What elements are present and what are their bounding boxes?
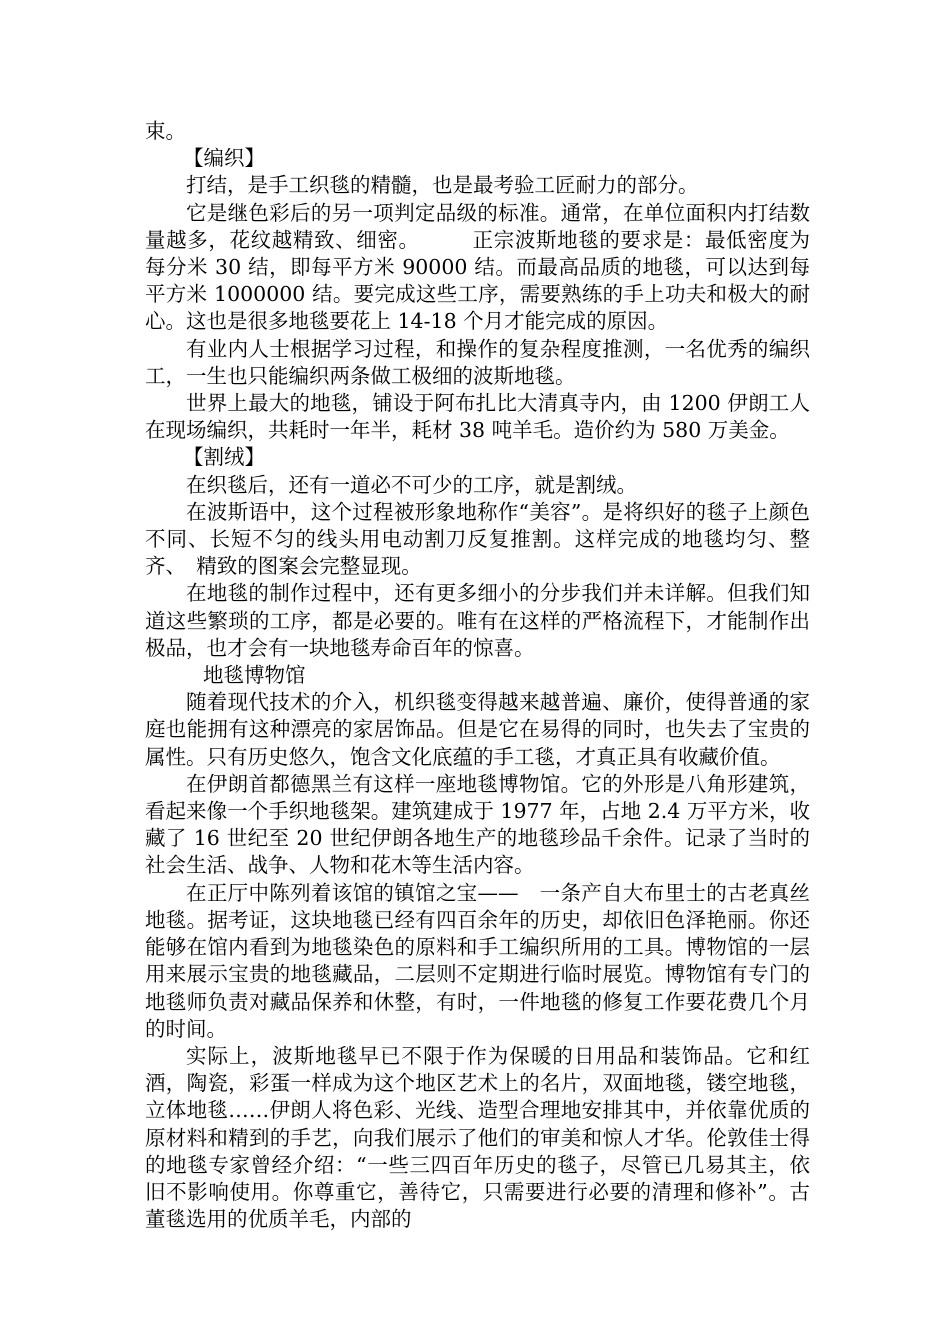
paragraph: 有业内人士根据学习过程，和操作的复杂程度推测，一名优秀的编织工，一生也只能编织两条做工极细的波斯地毯。 (145, 336, 810, 388)
section-heading-weaving: 【编织】 (183, 146, 265, 171)
paragraph: 在正厅中陈列着该馆的镇馆之宝—— 一条产自大布里士的古老真丝地毯。据考证，这块地毯已经有四百余年的历史，却依旧色泽艳丽。你还能够在馆内看到为地毯染色的原料和手工编织所用的工具。博物馆的一层用来展示宝贵的地毯藏品，二层则不定期进行临时展览。博物馆有专门的地毯师负责对藏品保养和休整，有时，一件地毯的修复工作要花费几个月的时间。 (145, 880, 810, 1041)
section-heading-museum: 地毯博物馆 (203, 663, 306, 688)
paragraph-continuation: 束。 (145, 119, 186, 143)
paragraph: 随着现代技术的介入，机织毯变得越来越普遍、廉价，使得普通的家庭也能拥有这种漂亮的家居饰品。但是它在易得的同时，也失去了宝贵的属性。只有历史悠久，饱含文化底蕴的手工毯，才真正具有收藏价值。 (145, 690, 810, 769)
paragraph: 它是继色彩后的另一项判定品级的标准。通常，在单位面积内打结数量越多，花纹越精致、细密。 正宗波斯地毯的要求是：最低密度为每分米 30 结，即每平方米 90000 结。而最高品质的地毯，可以达到每平方米 1000000 结。要完成这些工序，需要熟练的手上功夫和极大的耐心。这也是很多地毯要花上 14-18 个月才能完成的原因。 (145, 200, 810, 334)
paragraph: 在波斯语中，这个过程被形象地称作“美容”。是将织好的毯子上颜色不同、长短不匀的线头用电动割刀反复推割。这样完成的地毯均匀、整齐、 精致的图案会完整显现。 (145, 499, 810, 579)
document-body (145, 118, 810, 1233)
section-heading-shearing: 【割绒】 (183, 445, 265, 470)
paragraph: 在伊朗首都德黑兰有这样一座地毯博物馆。它的外形是八角形建筑，看起来像一个手织地毯架。建筑建成于 1977 年，占地 2.4 万平方米，收藏了 16 世纪至 20 世纪伊朗各地生产的地毯珍品千余件。记录了当时的社会生活、战争、人物和花木等生活内容。 (145, 771, 810, 878)
paragraph: 世界上最大的地毯，铺设于阿布扎比大清真寺内，由 1200 伊朗工人在现场编织，共耗时一年半，耗材 38 吨羊毛。造价约为 580 万美金。 (145, 391, 810, 443)
paragraph: 打结，是手工织毯的精髓，也是最考验工匠耐力的部分。 (186, 173, 699, 198)
paragraph: 在织毯后，还有一道必不可少的工序，就是割绒。 (186, 472, 637, 497)
paragraph: 在地毯的制作过程中，还有更多细小的分步我们并未详解。但我们知道这些繁琐的工序，都是必要的。唯有在这样的严格流程下，才能制作出极品，也才会有一块地毯寿命百年的惊喜。 (145, 581, 810, 660)
paragraph: 实际上，波斯地毯早已不限于作为保暖的日用品和装饰品。它和红酒，陶瓷，彩蛋一样成为这个地区艺术上的名片，双面地毯，镂空地毯，立体地毯……伊朗人将色彩、光线、造型合理地安排其中，并依靠优质的原材料和精到的手艺，向我们展示了他们的审美和惊人才华。伦敦佳士得的地毯专家曾经介绍：“一些三四百年历史的毯子，尽管已几易其主，依旧不影响使用。你尊重它，善待它，只需要进行必要的清理和修补”。古董毯选用的优质羊毛，内部的 (145, 1043, 810, 1232)
